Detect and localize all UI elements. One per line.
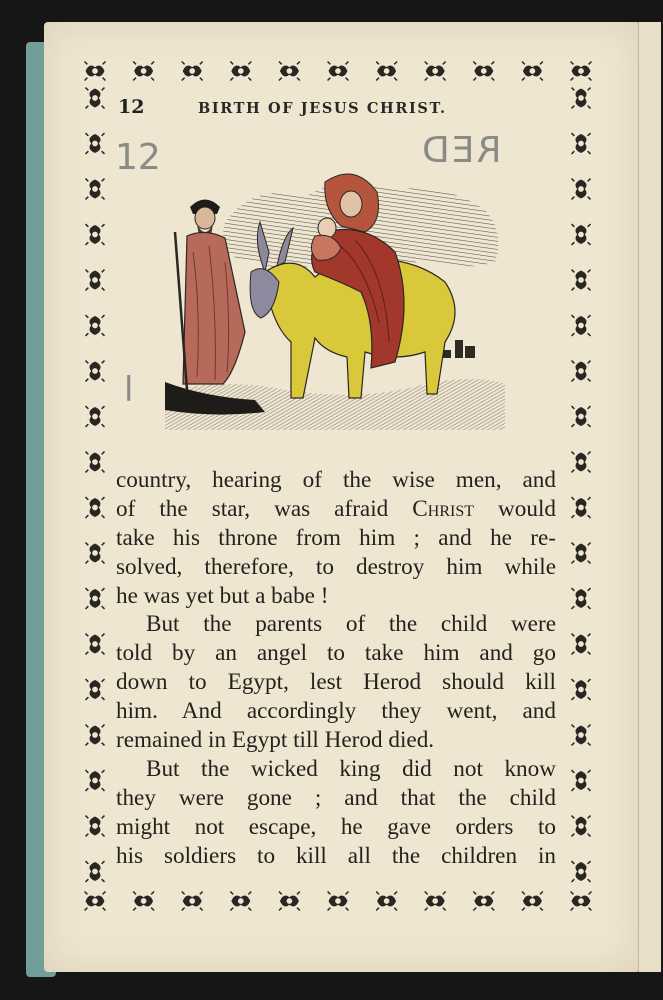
small-caps-word: Christ: [412, 495, 474, 522]
text-line: him. And accordingly they went, and: [116, 698, 556, 725]
border-ornament: [86, 679, 105, 700]
border-ornament: [572, 497, 591, 518]
text-line: country, hearing of the wise men, and: [116, 467, 556, 493]
border-ornament: [473, 62, 494, 81]
text-line: down to Egypt, lest Herod should kill: [116, 669, 556, 696]
page-number: 12: [118, 96, 145, 118]
border-ornament: [572, 315, 591, 336]
text-line: But the parents of the child were: [146, 611, 556, 638]
border-ornament: [572, 816, 591, 837]
pencil-side-mark: l: [124, 370, 134, 410]
text-line: they were gone ; and that the child: [116, 784, 556, 811]
body-text: [116, 466, 556, 870]
border-ornament: [133, 62, 154, 81]
pencil-page-number: 12: [115, 137, 161, 178]
border-ornament: [328, 62, 349, 81]
border-ornament: [86, 770, 105, 791]
text-line: he was yet but a babe !: [116, 582, 329, 609]
border-ornament: [572, 861, 591, 882]
border-ornament: [473, 892, 494, 911]
border-ornament: [279, 62, 300, 81]
border-ornament: [230, 892, 251, 911]
border-ornament: [572, 406, 591, 427]
border-ornament: [572, 270, 591, 291]
border-ornament: [572, 634, 591, 655]
border-ornament: [86, 816, 105, 837]
border-ornament: [86, 88, 105, 109]
border-ornament: [182, 892, 203, 911]
border-ornament: [572, 452, 591, 473]
holy-family-flight-to-egypt-woodcut-icon: [165, 162, 505, 430]
text-line: remained in Egypt till Herod died.: [116, 727, 435, 754]
ornamental-border-left: [82, 58, 108, 914]
border-ornament: [133, 892, 154, 911]
text-line: his soldiers to kill all the children in: [116, 842, 556, 869]
text-line: told by an angel to take him and go: [116, 640, 556, 667]
border-ornament: [572, 133, 591, 154]
text-line: take his throne from him ; and he re-: [116, 524, 556, 551]
border-ornament: [572, 588, 591, 609]
border-ornament: [376, 892, 397, 911]
border-ornament: [572, 679, 591, 700]
border-ornament: [86, 543, 105, 564]
border-ornament: [86, 270, 105, 291]
border-ornament: [86, 452, 105, 473]
border-ornament: [572, 770, 591, 791]
text-line: might not escape, he gave orders to: [116, 813, 556, 840]
ornamental-border-top: [82, 58, 594, 84]
border-ornament: [425, 892, 446, 911]
border-ornament: [86, 497, 105, 518]
border-ornament: [279, 892, 300, 911]
border-ornament: [86, 133, 105, 154]
border-ornament: [572, 179, 591, 200]
text-line: solved, therefore, to destroy him while: [116, 553, 556, 580]
border-ornament: [86, 224, 105, 245]
border-ornament: [86, 406, 105, 427]
border-ornament: [572, 224, 591, 245]
border-ornament: [522, 62, 543, 81]
border-ornament: [572, 543, 591, 564]
pencil-reversed-mark: RED: [420, 130, 502, 171]
ornamental-border-bottom: [82, 888, 594, 914]
border-ornament: [86, 315, 105, 336]
border-ornament: [86, 634, 105, 655]
page-header: [118, 96, 558, 126]
border-ornament: [182, 62, 203, 81]
border-ornament: [572, 361, 591, 382]
border-ornament: [425, 62, 446, 81]
ornamental-border-right: [568, 58, 594, 914]
border-ornament: [572, 88, 591, 109]
border-ornament: [86, 588, 105, 609]
border-ornament: [376, 62, 397, 81]
border-ornament: [572, 725, 591, 746]
border-ornament: [86, 179, 105, 200]
next-page-edge: [638, 22, 661, 972]
border-ornament: [86, 861, 105, 882]
border-ornament: [328, 892, 349, 911]
text-line: But the wicked king did not know: [146, 755, 556, 782]
border-ornament: [86, 361, 105, 382]
border-ornament: [522, 892, 543, 911]
border-ornament: [86, 725, 105, 746]
running-head: BIRTH OF JESUS CHRIST.: [198, 100, 447, 117]
text-line: of the star, was afraid Christ would: [116, 495, 557, 522]
border-ornament: [230, 62, 251, 81]
